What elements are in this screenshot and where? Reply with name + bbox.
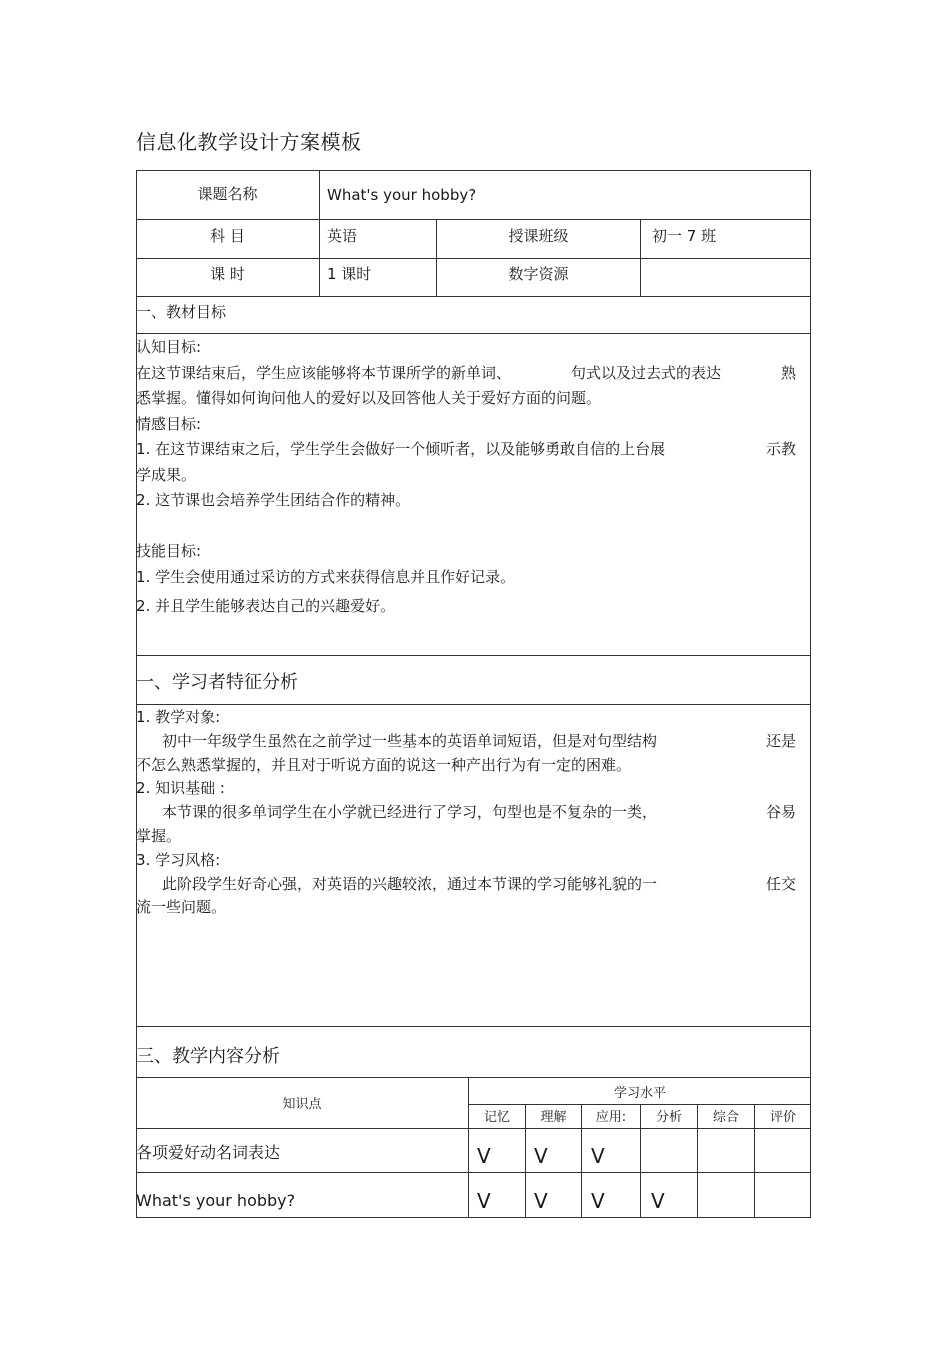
level-header: 综合 (712, 1110, 739, 1125)
level-header: 记忆 (483, 1110, 510, 1125)
spacer (136, 514, 810, 540)
row-divider (136, 655, 811, 656)
section-heading-learner-analysis: 一、学习者特征分析 (136, 672, 298, 693)
emotion-line: 学成果。 (136, 465, 197, 484)
text-segment: 谷易 (765, 803, 796, 822)
check-mark: V (651, 1189, 665, 1213)
item-line (136, 730, 796, 754)
resource-label: 数字资源 (508, 265, 569, 283)
period-value: 1 课时 (327, 265, 372, 283)
document-title: 信息化教学设计方案模板 (136, 130, 362, 154)
text-segment: 初中一年级学生虽然在之前学过一些基本的英语单词短语，但是对句型结构 (162, 731, 658, 750)
row-divider (136, 1128, 811, 1129)
section-heading-content-analysis: 三、教学内容分析 (136, 1046, 280, 1067)
text-segment: 示教 (765, 440, 796, 458)
cognitive-line (136, 361, 796, 387)
period-label: 课 时 (210, 265, 245, 283)
level-header: 应用: (595, 1110, 627, 1125)
level-header: 评价 (769, 1110, 796, 1125)
check-mark: V (591, 1144, 605, 1168)
emotion-line (136, 437, 796, 463)
text-segment: 句式以及过去式的表达 (570, 363, 721, 382)
row-divider (136, 219, 811, 220)
check-mark: V (477, 1189, 491, 1213)
item-label: 2. 知识基础 : (136, 779, 225, 798)
text-segment: 任交 (765, 874, 796, 893)
text-segment: 还是 (765, 731, 796, 750)
topic-label: 课题名称 (197, 185, 258, 203)
level-header: 分析 (655, 1110, 682, 1125)
emotion-label: 情感目标: (136, 414, 202, 433)
text-segment: 1. 在这节课结束之后，学生学生会做好一个倾听者，以及能够勇敢自信的上台展 (136, 440, 666, 458)
skill-label: 技能目标: (136, 542, 202, 560)
skill-line: 1. 学生会使用通过采访的方式来获得信息并且作好记录。 (136, 567, 516, 586)
row-divider (136, 704, 811, 705)
row-divider (136, 1077, 811, 1078)
row-divider (136, 258, 811, 259)
col-header-level: 学习水平 (613, 1086, 666, 1101)
row-divider (136, 1172, 811, 1173)
topic-value: What's your hobby? (327, 186, 477, 204)
item-line: 不怎么熟悉掌握的，并且对于听说方面的说这一种产出行为有一定的困难。 (136, 755, 632, 774)
subject-label: 科 目 (210, 227, 245, 245)
text-segment: 熟 (780, 363, 796, 382)
item-label: 1. 教学对象: (136, 708, 221, 726)
cognitive-label: 认知目标: (136, 338, 202, 356)
section-heading-textbook-goals: 一、教材目标 (136, 303, 227, 321)
col-divider (319, 170, 320, 296)
knowledge-point: 各项爱好动名词表达 (136, 1143, 281, 1162)
check-mark: V (534, 1189, 548, 1213)
item-line: 流一些问题。 (136, 898, 227, 917)
check-mark: V (591, 1189, 605, 1213)
row-divider (136, 333, 811, 334)
textbook-goals-content (136, 335, 810, 620)
item-label: 3. 学习风格: (136, 850, 221, 869)
class-value: 初一 7 班 (652, 227, 717, 245)
col-divider (640, 219, 641, 296)
emotion-line: 2. 这节课也会培养学生团结合作的精神。 (136, 491, 411, 509)
check-mark: V (477, 1144, 491, 1168)
text-segment: 在这节课结束后，学生应该能够将本节课所学的新单词、 (136, 363, 512, 382)
col-header-knowledge: 知识点 (282, 1097, 322, 1112)
cognitive-line: 悉掌握。懂得如何询问他人的爱好以及回答他人关于爱好方面的问题。 (136, 389, 602, 407)
check-mark: V (534, 1144, 548, 1168)
row-divider (136, 1026, 811, 1027)
text-segment: 此阶段学生好奇心强，对英语的兴趣较浓，通过本节课的学习能够礼貌的一 (162, 874, 658, 893)
item-line (136, 801, 796, 825)
subject-value: 英语 (327, 227, 358, 245)
row-divider (136, 296, 811, 297)
item-line: 掌握。 (136, 826, 182, 845)
knowledge-point: What's your hobby? (136, 1191, 296, 1210)
class-label: 授课班级 (508, 227, 569, 245)
text-segment: 本节课的很多单词学生在小学就已经进行了学习，句型也是不复杂的一类， (162, 803, 658, 822)
level-header: 理解 (540, 1110, 567, 1125)
skill-line: 2. 并且学生能够表达自己的兴趣爱好。 (136, 597, 396, 615)
learner-analysis-content (136, 706, 810, 920)
item-line (136, 873, 796, 897)
